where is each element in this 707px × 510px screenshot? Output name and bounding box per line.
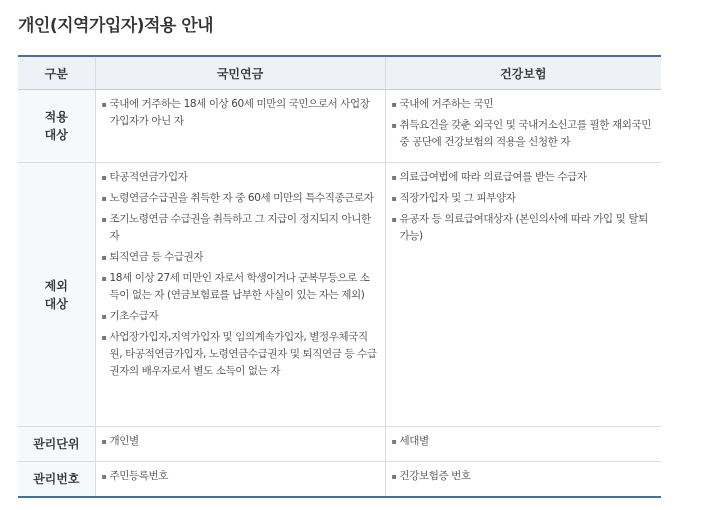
pension-cell [95,462,385,498]
list-item: ▪ 사업장가입자,지역가입자 및 임의계속가입자, 별정우체국직원, 타공적연금가입자, 노령연금수급권자 및 퇴직연금 등 수급권자의 배우자로서 별도 소득이 없는 자 [102,329,379,380]
pension-cell [95,427,385,462]
list-item: ▪ 직장가입자 및 그 피부양자 [392,190,656,207]
list-item: ▪ 퇴직연금 등 수급권자 [102,249,379,266]
list-item: ▪ 건강보험증 번호 [392,468,656,485]
pension-list [102,433,379,450]
health-list [392,169,656,245]
header-category: 구분 [18,56,95,90]
list-item: ▪ 유공자 등 의료급여대상자 (본인의사에 따라 가입 및 탈퇴 가능) [392,211,656,245]
health-cell [385,90,661,163]
table-row [18,163,661,427]
row-label: 제외 대상 [18,163,95,427]
list-item: ▪ 18세 이상 27세 미만인 자로서 학생이거나 군복무등으로 소득이 없는 자 (연금보험료를 납부한 사실이 있는 자는 제외) [102,270,379,304]
health-cell [385,163,661,427]
table-row [18,427,661,462]
pension-cell [95,163,385,427]
header-health-insurance: 건강보험 [385,56,661,90]
list-item: ▪ 세대별 [392,433,656,450]
row-label: 관리단위 [18,427,95,462]
coverage-table [18,55,661,498]
table-row [18,90,661,163]
list-item: ▪ 국내에 거주하는 국민 [392,96,656,113]
pension-list [102,468,379,485]
health-cell [385,462,661,498]
health-list [392,468,656,485]
health-cell [385,427,661,462]
list-item: ▪ 주민등록번호 [102,468,379,485]
health-list [392,433,656,450]
pension-list [102,96,379,130]
list-item: ▪ 노령연금수급권을 취득한 자 중 60세 미만의 특수직종근로자 [102,190,379,207]
row-label: 적용 대상 [18,90,95,163]
list-item: ▪ 취득요건을 갖춘 외국인 및 국내거소신고를 필한 재외국민 중 공단에 건강보험의 적용을 신청한 자 [392,117,656,151]
health-list [392,96,656,151]
list-item: ▪ 타공적연금가입자 [102,169,379,186]
list-item: ▪ 의료급여법에 따라 의료급여를 받는 수급자 [392,169,656,186]
pension-list [102,169,379,380]
list-item: ▪ 개인별 [102,433,379,450]
table-row [18,462,661,498]
table-header-row [18,56,661,90]
row-label: 관리번호 [18,462,95,498]
list-item: ▪ 기초수급자 [102,308,379,325]
page-title: 개인(지역가입자)적용 안내 [18,16,214,36]
list-item: ▪ 국내에 거주하는 18세 이상 60세 미만의 국민으로서 사업장가입자가 아닌 자 [102,96,379,130]
header-national-pension: 국민연금 [95,56,385,90]
pension-cell [95,90,385,163]
list-item: ▪ 조기노령연금 수급권을 취득하고 그 지급이 정지되지 아니한 자 [102,211,379,245]
